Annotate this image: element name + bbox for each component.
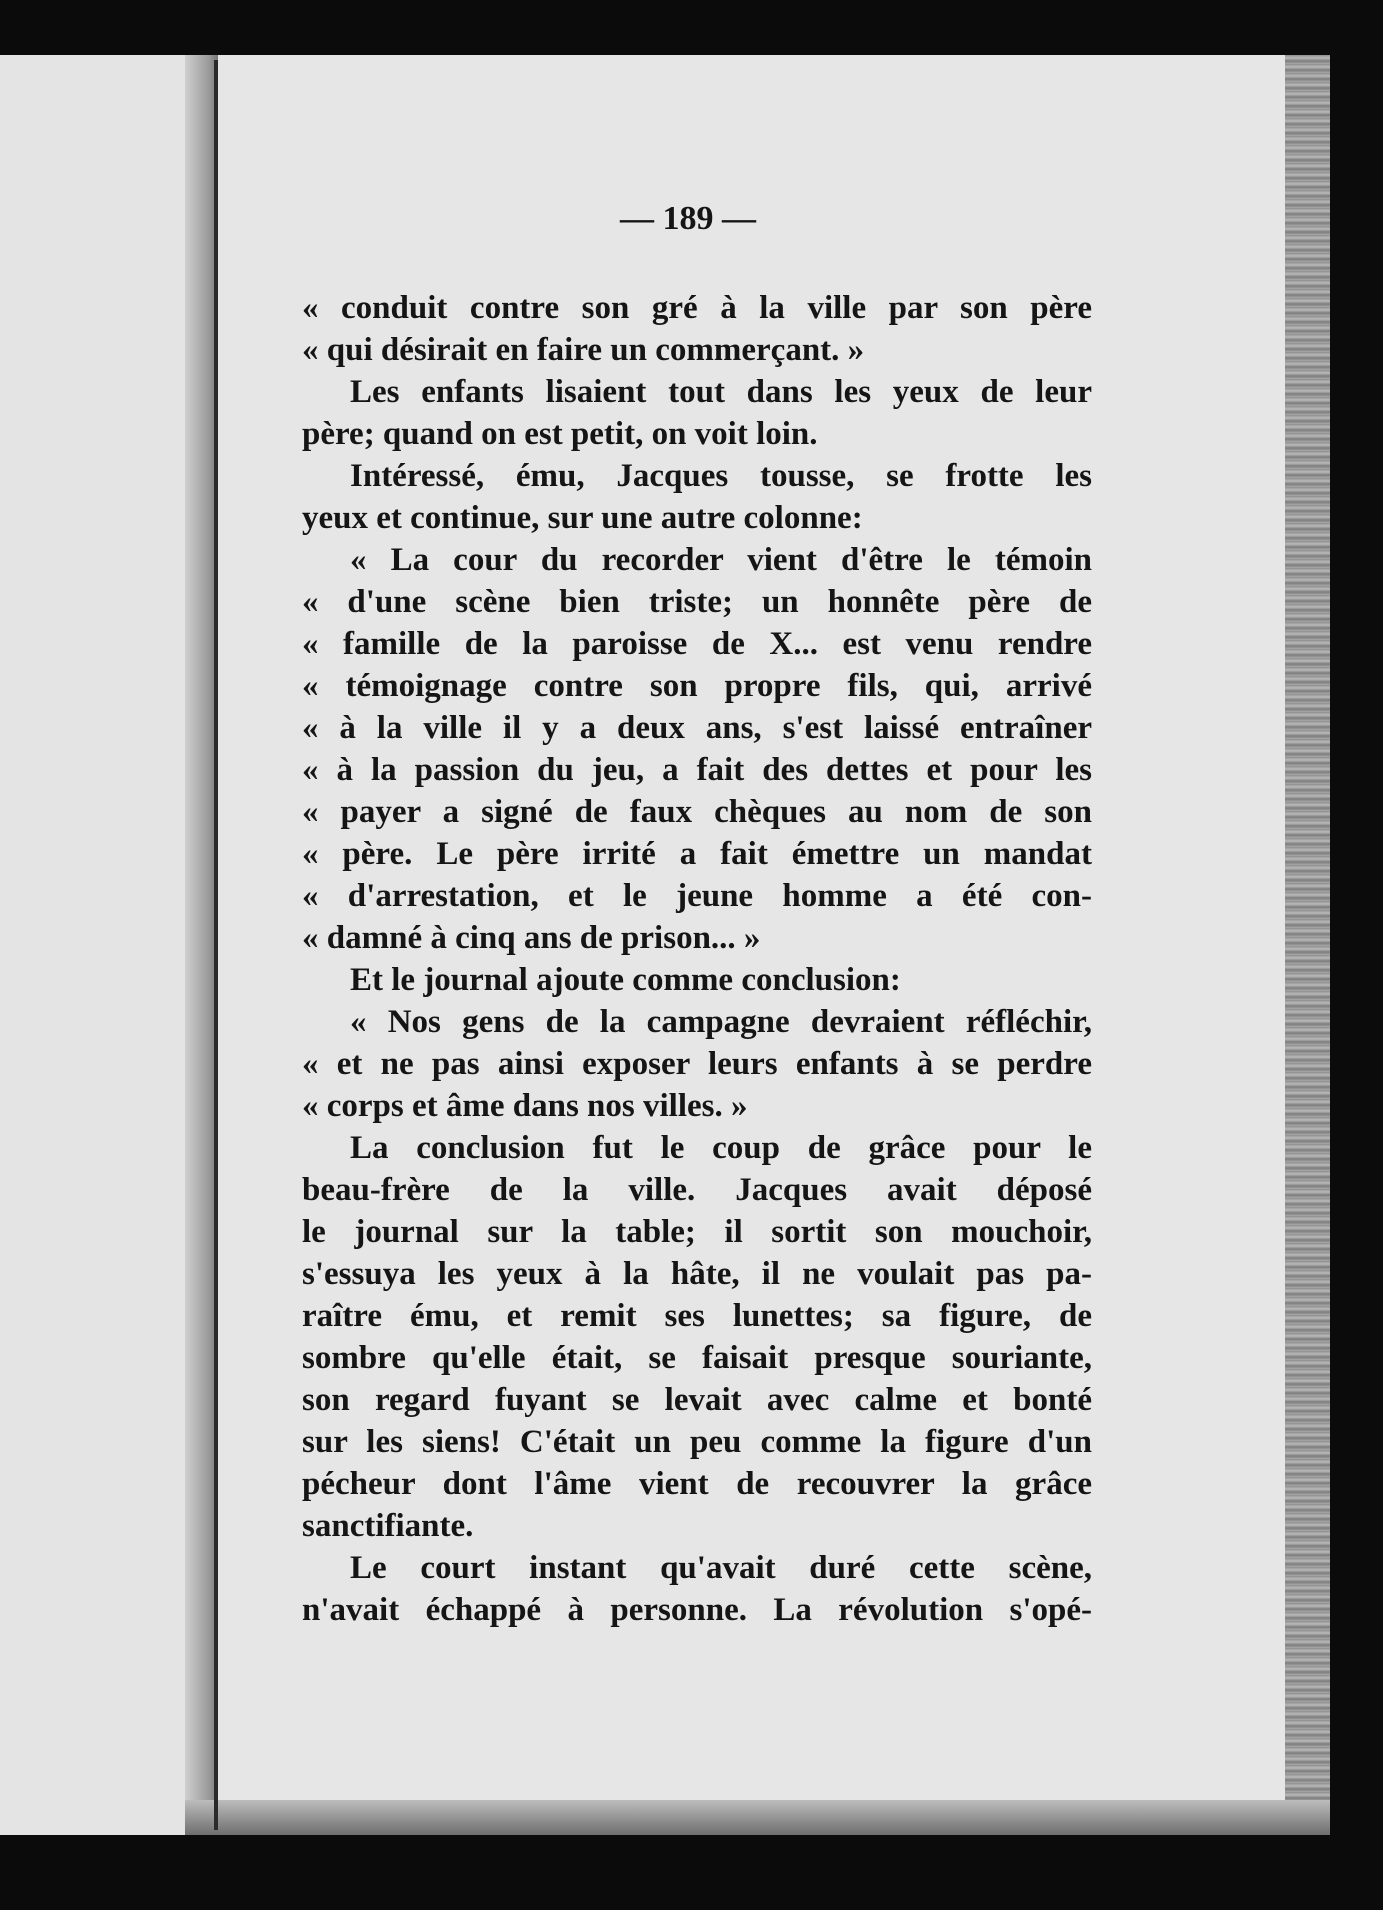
left-page bbox=[0, 55, 215, 1835]
bottom-page-edge bbox=[185, 1800, 1330, 1835]
text-line: « Nos gens de la campagne devraient réfléchir, bbox=[350, 1004, 1092, 1040]
text-line: n'avait échappé à personne. La révolution s'opé- bbox=[302, 1592, 1092, 1628]
text-line: Les enfants lisaient tout dans les yeux de leur bbox=[350, 374, 1092, 410]
text-line: raître ému, et remit ses lunettes; sa figure, de bbox=[302, 1298, 1092, 1334]
text-line: La conclusion fut le coup de grâce pour le bbox=[350, 1130, 1092, 1166]
text-line: « d'une scène bien triste; un honnête père de bbox=[302, 584, 1092, 620]
text-line: « témoignage contre son propre fils, qui, arrivé bbox=[302, 668, 1092, 704]
text-line: « et ne pas ainsi exposer leurs enfants à se perdre bbox=[302, 1046, 1092, 1082]
text-line: yeux et continue, sur une autre colonne: bbox=[302, 500, 863, 536]
text-line: « père. Le père irrité a fait émettre un mandat bbox=[302, 836, 1092, 872]
text-line: père; quand on est petit, on voit loin. bbox=[302, 416, 818, 452]
text-line: beau-frère de la ville. Jacques avait déposé bbox=[302, 1172, 1092, 1208]
page-number: — 189 — bbox=[620, 200, 756, 237]
right-page-edge bbox=[1285, 55, 1330, 1835]
text-line: « damné à cinq ans de prison... » bbox=[302, 920, 761, 956]
text-line: « conduit contre son gré à la ville par son père bbox=[302, 290, 1092, 326]
text-line: sombre qu'elle était, se faisait presque souriante, bbox=[302, 1340, 1092, 1376]
text-line: le journal sur la table; il sortit son mouchoir, bbox=[302, 1214, 1092, 1250]
text-line: « La cour du recorder vient d'être le témoin bbox=[350, 542, 1092, 578]
text-line: « qui désirait en faire un commerçant. » bbox=[302, 332, 865, 368]
text-line: Intéressé, ému, Jacques tousse, se frotte les bbox=[350, 458, 1092, 494]
text-line: « famille de la paroisse de X... est venu rendre bbox=[302, 626, 1092, 662]
text-line: sanctifiante. bbox=[302, 1508, 474, 1544]
text-line: pécheur dont l'âme vient de recouvrer la grâce bbox=[302, 1466, 1092, 1502]
text-line: « corps et âme dans nos villes. » bbox=[302, 1088, 748, 1124]
text-line: s'essuya les yeux à la hâte, il ne voulait pas pa- bbox=[302, 1256, 1092, 1292]
text-line: sur les siens! C'était un peu comme la figure d'un bbox=[302, 1424, 1092, 1460]
text-line: son regard fuyant se levait avec calme et bonté bbox=[302, 1382, 1092, 1418]
text-line: « à la ville il y a deux ans, s'est laissé entraîner bbox=[302, 710, 1092, 746]
text-line: Le court instant qu'avait duré cette scène, bbox=[350, 1550, 1092, 1586]
text-line: Et le journal ajoute comme conclusion: bbox=[350, 962, 901, 998]
gutter-line bbox=[214, 60, 218, 1830]
text-line: « à la passion du jeu, a fait des dettes et pour les bbox=[302, 752, 1092, 788]
text-line: « payer a signé de faux chèques au nom de son bbox=[302, 794, 1092, 830]
text-line: « d'arrestation, et le jeune homme a été con- bbox=[302, 878, 1092, 914]
